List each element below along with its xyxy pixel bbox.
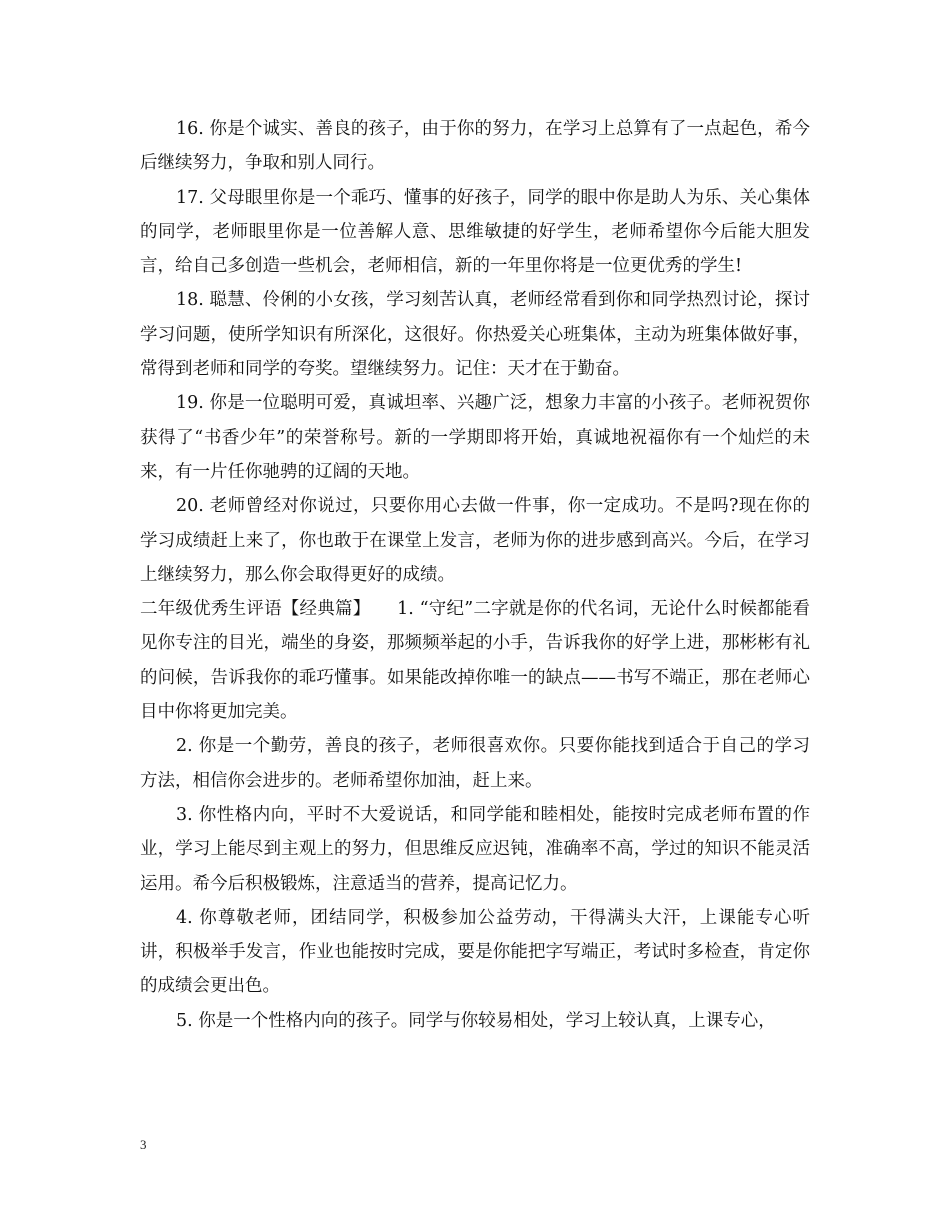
paragraph-4: 4. 你尊敬老师，团结同学，积极参加公益劳动，干得满头大汗，上课能专心听讲，积极举手发言，作业也能按时完成，要是你能把字写端正，考试时多检查，肯定你的成绩会更出色。 <box>140 907 810 997</box>
page-number: 3 <box>140 1137 147 1152</box>
paragraph-3: 3. 你性格内向，平时不大爱说话，和同学能和睦相处，能按时完成老师布置的作业，学习上能尽到主观上的努力，但思维反应迟钝，准确率不高，学过的知识不能灵活运用。希今后积极锻炼，注意适当的营养，提高记忆力。 <box>140 804 810 894</box>
paragraph-2: 2. 你是一个勤劳，善良的孩子，老师很喜欢你。只要你能找到适合于自己的学习方法，相信你会进步的。老师希望你加油，赶上来。 <box>140 736 810 791</box>
paragraph-18: 18. 聪慧、伶俐的小女孩，学习刻苦认真，老师经常看到你和同学热烈讨论，探讨学习问题，使所学知识有所深化，这很好。你热爱关心班集体，主动为班集体做好事，常得到老师和同学的夸奖。望继续努力。记住：天才在于勤奋。 <box>140 290 810 380</box>
paragraph-17: 17. 父母眼里你是一个乖巧、懂事的好孩子，同学的眼中你是助人为乐、关心集体的同学，老师眼里你是一位善解人意、思维敏捷的好学生，老师希望你今后能大胆发言，给自己多创造一些机会，老师相信，新的一年里你将是一位更优秀的学生! <box>140 187 810 277</box>
paragraph-20: 20. 老师曾经对你说过，只要你用心去做一件事，你一定成功。不是吗?现在你的学习成绩赶上来了，你也敢于在课堂上发言，老师为你的进步感到高兴。今后，在学习上继续努力，那么你会取得更好的成绩。 <box>140 496 810 585</box>
paragraph-19: 19. 你是一位聪明可爱，真诚坦率、兴趣广泛，想象力丰富的小孩子。老师祝贺你获得了“书香少年”的荣誉称号。新的一学期即将开始，真诚地祝福你有一个灿烂的未来，有一片任你驰骋的辽阔的天地。 <box>140 393 810 482</box>
section-heading-paragraph-1: 二年级优秀生评语【经典篇】 1. “守纪”二字就是你的代名词，无论什么时候都能看见你专注的目光，端坐的身姿，那频频举起的小手，告诉我你的好学上进，那彬彬有礼的问候，告诉我你的乖巧懂事。如果能改掉你唯一的缺点——书写不端正，那在老师心目中你将更加完美。 <box>140 599 810 723</box>
document-body <box>140 112 810 1038</box>
paragraph-5: 5. 你是一个性格内向的孩子。同学与你较易相处，学习上较认真，上课专心， <box>176 1010 776 1031</box>
paragraph-16: 16. 你是个诚实、善良的孩子，由于你的努力，在学习上总算有了一点起色，希今后继续努力，争取和别人同行。 <box>140 119 810 174</box>
